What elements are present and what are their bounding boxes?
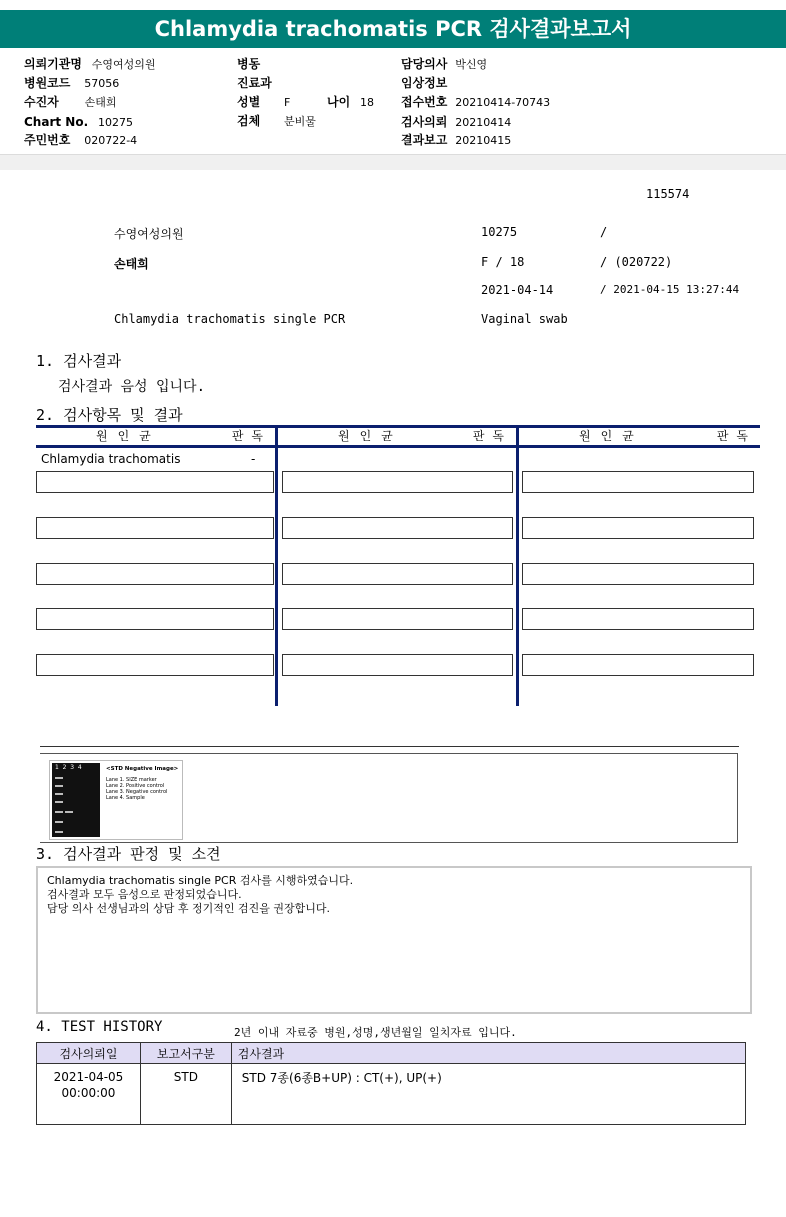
result-box xyxy=(522,563,754,585)
request-label: 검사의뢰 xyxy=(401,115,448,129)
header-resident-row xyxy=(24,133,137,148)
history-header-row xyxy=(37,1043,746,1064)
gel-band xyxy=(55,777,63,779)
resident-value: 020722-4 xyxy=(84,134,138,147)
gel-caption-line: Lane 4. Sample xyxy=(106,795,145,801)
grid-divider-1 xyxy=(275,425,278,706)
history-col-result: 검사결과 xyxy=(231,1043,745,1064)
doctor-label: 담당의사 xyxy=(401,57,448,71)
doctor-value: 박신영 xyxy=(455,58,488,71)
image-top-rule xyxy=(40,746,739,747)
doc-sex-age: F / 18 xyxy=(481,255,525,269)
opinion-line: Chlamydia trachomatis single PCR 검사를 시행하였습니다. xyxy=(47,874,354,887)
result-box xyxy=(36,471,274,493)
chart-label: Chart No. xyxy=(24,115,89,129)
header-ward-row xyxy=(237,57,260,71)
header-report-row xyxy=(401,133,511,148)
hospital-label: 의뢰기관명 xyxy=(24,57,82,71)
history-type: STD xyxy=(140,1064,231,1125)
history-col-date: 검사의뢰일 xyxy=(37,1043,141,1064)
result-box xyxy=(282,608,513,630)
doc-slash1: / xyxy=(600,225,608,239)
doc-chart: 10275 xyxy=(481,225,518,239)
gel-lane-numbers: 1 2 3 4 xyxy=(55,764,82,771)
header-specimen-row xyxy=(237,114,316,129)
header-request-row xyxy=(401,115,511,130)
header-age-row xyxy=(327,95,374,110)
col-judgement-label: 판독 xyxy=(231,429,271,443)
header-hospital-code-row xyxy=(24,76,119,91)
doc-test-name: Chlamydia trachomatis single PCR xyxy=(114,312,346,326)
ward-label: 병동 xyxy=(237,57,261,71)
header-patient-row xyxy=(24,95,117,110)
header-accession-row xyxy=(401,95,550,110)
result-box xyxy=(282,654,513,676)
header-sex-row xyxy=(237,95,290,110)
request-value: 20210414 xyxy=(455,116,512,129)
grid-header-line xyxy=(36,445,760,448)
result-box xyxy=(282,563,513,585)
sex-value: F xyxy=(284,96,291,109)
section1-result-text: 검사결과 음성 입니다. xyxy=(58,379,206,395)
grid-col-header-2 xyxy=(278,428,516,445)
header-dept-row xyxy=(237,76,272,90)
opinion-line: 담당 의사 선생님과의 상담 후 정기적인 검진을 권장합니다. xyxy=(47,902,330,915)
section4-title: 4. TEST HISTORY xyxy=(36,1019,163,1035)
section2-title: 2. 검사항목 및 결과 xyxy=(36,406,183,424)
gel-caption-line: Lane 1. SIZE marker xyxy=(106,777,157,783)
header-separator xyxy=(0,154,786,170)
col-judgement-label: 판독 xyxy=(472,429,512,443)
patient-value: 손태희 xyxy=(84,96,117,109)
section3-title: 3. 검사결과 판정 및 소견 xyxy=(36,845,221,863)
doc-report-datetime: / 2021-04-15 13:27:44 xyxy=(600,283,740,296)
hospital-value: 수영여성의원 xyxy=(91,58,156,71)
report-value: 20210415 xyxy=(455,134,512,147)
patient-label: 수진자 xyxy=(24,95,59,109)
result-box xyxy=(282,517,513,539)
report-label: 결과보고 xyxy=(401,133,448,147)
report-title: Chlamydia trachomatis PCR 검사결과보고서 xyxy=(0,10,786,48)
gel-band xyxy=(55,801,63,803)
grid-divider-2 xyxy=(516,425,519,706)
col-pathogen-label: 원인균 xyxy=(96,429,161,443)
doc-request-date: 2021-04-14 xyxy=(481,283,554,297)
doc-resident: / (020722) xyxy=(600,255,673,269)
result-box xyxy=(522,471,754,493)
result-box xyxy=(36,563,274,585)
history-col-type: 보고서구분 xyxy=(140,1043,231,1064)
col-judgement-label: 판독 xyxy=(716,429,756,443)
result-box xyxy=(522,608,754,630)
accession-value: 20210414-70743 xyxy=(455,96,551,109)
sex-label: 성별 xyxy=(237,95,261,109)
hospital-code-value: 57056 xyxy=(84,77,120,90)
result-box xyxy=(36,608,274,630)
age-label: 나이 xyxy=(327,95,351,109)
history-table xyxy=(36,1042,746,1125)
gel-band xyxy=(55,831,63,833)
hospital-code-label: 병원코드 xyxy=(24,76,71,90)
gel-caption xyxy=(106,766,178,801)
result-box xyxy=(282,471,513,493)
opinion-line: 검사결과 모두 음성으로 판정되었습니다. xyxy=(47,888,242,901)
result-box xyxy=(36,517,274,539)
gel-band xyxy=(65,811,73,813)
dept-label: 진료과 xyxy=(237,76,272,90)
col-pathogen-label: 원인균 xyxy=(338,429,403,443)
history-result: STD 7종(6종B+UP) : CT(+), UP(+) xyxy=(231,1064,745,1125)
opinion-box xyxy=(36,866,752,1014)
gel-band xyxy=(55,785,63,787)
gel-caption-line: Lane 3. Negative control xyxy=(106,789,168,795)
pathogen-name: Chlamydia trachomatis xyxy=(41,452,181,466)
result-box xyxy=(522,654,754,676)
gel-band xyxy=(55,793,63,795)
history-date: 2021-04-05 xyxy=(53,1070,124,1084)
specimen-value: 분비물 xyxy=(284,115,316,128)
gel-image xyxy=(49,760,183,840)
table-row xyxy=(37,1064,746,1125)
result-box xyxy=(522,517,754,539)
history-date-cell xyxy=(37,1064,141,1125)
doc-specimen: Vaginal swab xyxy=(481,312,568,326)
section1-title: 1. 검사결과 xyxy=(36,352,122,370)
accession-label: 접수번호 xyxy=(401,95,448,109)
gel-band xyxy=(55,821,63,823)
chart-value: 10275 xyxy=(97,116,133,129)
header-doctor-row xyxy=(401,57,487,72)
header-clinical-row xyxy=(401,76,447,90)
col-pathogen-label: 원인균 xyxy=(579,429,644,443)
doc-hospital: 수영여성의원 xyxy=(114,227,184,241)
clinical-label: 임상정보 xyxy=(401,76,448,90)
document-number: 115574 xyxy=(646,187,690,201)
gel-caption-line: Lane 2. Positive control xyxy=(106,783,165,789)
doc-patient: 손태희 xyxy=(114,257,149,271)
grid-col-header-3 xyxy=(519,428,760,445)
age-value: 18 xyxy=(360,96,375,109)
gel-caption-title: <STD Negative Image> xyxy=(106,766,179,772)
grid-col-header-1 xyxy=(36,428,275,445)
history-note: 2년 이내 자료중 병원,성명,생년월일 일치자료 입니다. xyxy=(234,1026,517,1039)
gel-band xyxy=(55,811,63,813)
header-hospital-row xyxy=(24,57,156,72)
pathogen-result: - xyxy=(251,452,256,466)
specimen-label: 검체 xyxy=(237,114,261,128)
result-box xyxy=(36,654,274,676)
history-time: 00:00:00 xyxy=(61,1086,116,1100)
resident-label: 주민번호 xyxy=(24,133,71,147)
gel-electrophoresis-image xyxy=(52,763,100,837)
header-chart-row xyxy=(24,115,133,130)
